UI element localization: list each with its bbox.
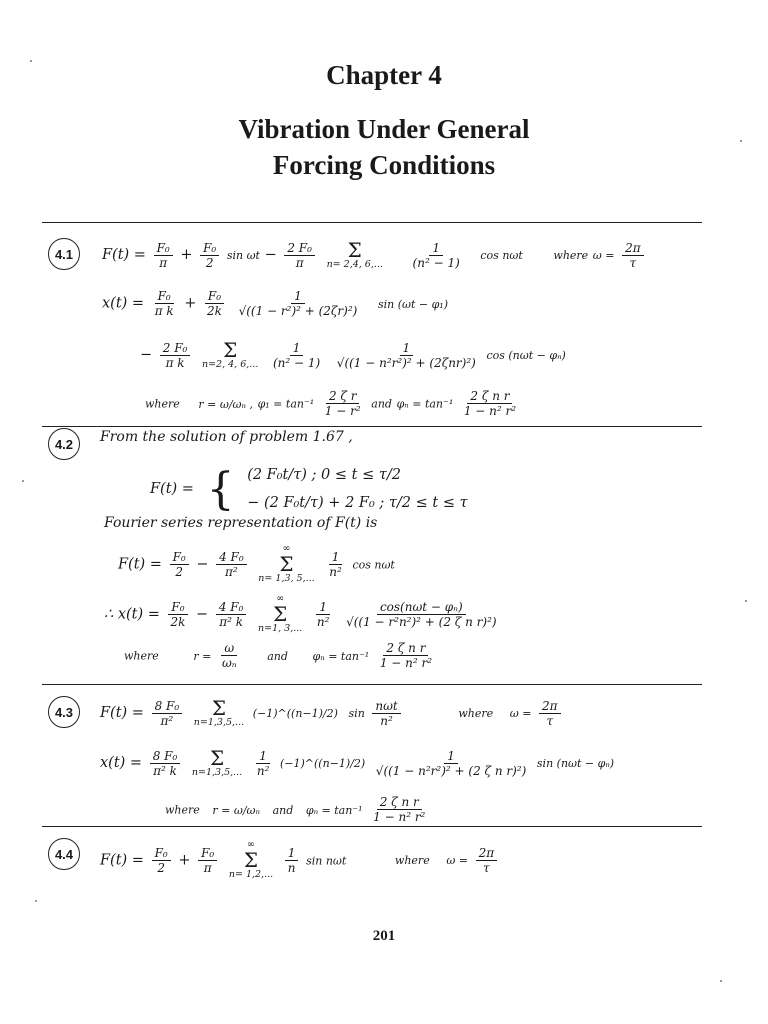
and-label: and xyxy=(267,649,288,663)
minus-sign: − xyxy=(196,606,209,623)
divider-top xyxy=(42,222,702,223)
and-label: and xyxy=(272,803,294,817)
fraction xyxy=(326,551,345,578)
denominator: √((1 − r²n²)² + (2 ζ n r)²) xyxy=(346,614,497,629)
lhs: F(t) = xyxy=(100,852,144,869)
sigma-glyph: Σ xyxy=(243,848,259,873)
equation-4-3-definitions xyxy=(165,796,431,823)
sigma-glyph: Σ xyxy=(223,338,238,362)
numerator: 1 xyxy=(285,847,299,861)
numerator: 1 xyxy=(400,342,414,356)
problem-number-badge: 4.1 xyxy=(48,238,80,270)
alternating-sign: (−1)^((n−1)/2) xyxy=(280,757,366,771)
cosine-term: cos nωt xyxy=(480,249,523,263)
summation-upper-limit: ∞ xyxy=(282,543,291,554)
numerator: 2 F₀ xyxy=(160,342,191,356)
scan-speck xyxy=(720,980,722,982)
sigma-glyph: Σ xyxy=(209,746,225,770)
numerator: 1 xyxy=(291,290,305,304)
fraction xyxy=(377,642,435,669)
fraction xyxy=(322,390,364,417)
fraction xyxy=(476,847,498,874)
numerator: 2 ζ n r xyxy=(377,796,422,810)
denominator: n² xyxy=(256,763,270,778)
chapter-heading: Chapter 4 xyxy=(326,60,442,90)
summation-symbol xyxy=(258,594,302,635)
fraction xyxy=(152,700,183,727)
case-2: − (2 F₀t/τ) + 2 F₀ ; τ/2 ≤ t ≤ τ xyxy=(247,494,468,511)
denominator: π k xyxy=(165,355,185,370)
numerator: nωt xyxy=(372,700,400,714)
numerator: 2 ζ n r xyxy=(467,390,512,404)
denominator: 2 xyxy=(157,860,165,875)
and-label: and xyxy=(371,397,392,411)
where-label: where xyxy=(165,803,200,817)
chapter-title-line-1: Vibration Under General xyxy=(238,114,530,144)
fraction xyxy=(370,796,428,823)
numerator: 4 F₀ xyxy=(216,551,247,565)
denominator: π² k xyxy=(219,614,243,629)
where-label: where xyxy=(145,397,180,411)
scan-speck xyxy=(740,140,742,142)
denominator: (n² − 1) xyxy=(272,355,321,370)
fraction xyxy=(160,342,191,369)
fraction xyxy=(343,601,500,628)
numerator: 2 ζ n r xyxy=(383,642,428,656)
equation-4-1-series xyxy=(140,340,566,370)
fraction xyxy=(285,847,299,874)
cosine-term: cos nωt xyxy=(352,558,395,572)
equation-4-3-response xyxy=(100,748,614,778)
denominator: π² xyxy=(225,564,238,579)
fraction xyxy=(410,242,463,269)
denominator: 2k xyxy=(207,304,222,318)
chapter-title-line-2: Forcing Conditions xyxy=(272,150,496,180)
numerator: 2π xyxy=(622,242,644,256)
lhs: F(t) = xyxy=(100,705,144,722)
summation-limits: n=1,3,5,... xyxy=(191,767,243,778)
numerator: 4 F₀ xyxy=(216,601,247,615)
scan-speck xyxy=(35,900,37,902)
scan-speck xyxy=(22,480,24,482)
divider-4-2 xyxy=(42,426,702,427)
equation-4-1-definitions xyxy=(145,390,522,417)
denominator: n² xyxy=(380,713,393,728)
sine-term: sin nωt xyxy=(306,854,347,868)
numerator: 8 F₀ xyxy=(152,700,183,714)
denominator: ωₙ xyxy=(221,656,237,670)
fraction xyxy=(373,750,530,777)
phase-angle-1: φ₁ = tan⁻¹ xyxy=(257,397,315,411)
fraction xyxy=(219,642,240,669)
problem-4-2-intro: From the solution of problem 1.67 , xyxy=(100,429,353,445)
scan-speck xyxy=(745,600,747,602)
frequency-ratio: r = ω/ωₙ xyxy=(212,803,260,817)
summation-limits: n= 1,2,... xyxy=(228,869,274,881)
left-brace-icon: { xyxy=(206,463,235,515)
alternating-sign: (−1)^((n−1)/2) xyxy=(252,707,338,721)
fraction xyxy=(200,242,219,269)
where-label: where xyxy=(124,649,159,663)
plus-sign: + xyxy=(178,852,191,869)
summation-upper-limit: ∞ xyxy=(276,593,285,604)
fraction xyxy=(461,390,519,417)
numerator: 1 xyxy=(256,750,270,764)
numerator: 8 F₀ xyxy=(150,750,181,764)
equation-4-2-definitions xyxy=(124,642,438,669)
lhs: ∴ x(t) = xyxy=(104,606,160,623)
equation-4-2-force-series xyxy=(118,544,395,585)
lhs: F(t) = xyxy=(150,481,194,498)
denominator: 1 − n² r² xyxy=(373,810,426,824)
sine-term: sin ωt xyxy=(226,249,260,263)
denominator: 2k xyxy=(170,614,186,629)
minus-sign: − xyxy=(264,247,277,264)
omega-label: ω = xyxy=(509,707,532,721)
problem-number-badge: 4.3 xyxy=(48,696,80,728)
denominator: τ xyxy=(629,255,637,270)
fraction xyxy=(372,700,400,727)
problem-number-badge: 4.4 xyxy=(48,838,80,870)
numerator: F₀ xyxy=(205,290,224,304)
omega-label: ω = xyxy=(592,249,615,263)
plus-sign: + xyxy=(180,247,193,264)
fraction xyxy=(270,342,323,369)
where-label: where xyxy=(394,854,430,868)
divider-4-3 xyxy=(42,684,702,685)
denominator: n xyxy=(287,860,296,875)
denominator: 2 xyxy=(175,564,183,579)
equation-4-3-force xyxy=(100,698,564,728)
fraction xyxy=(152,847,171,874)
sigma-glyph: Σ xyxy=(273,602,288,627)
problem-4-2-fourier-text: Fourier series representation of F(t) is xyxy=(104,515,378,531)
numerator: F₀ xyxy=(198,847,217,861)
sine-term: sin (nωt − φₙ) xyxy=(536,757,615,771)
summation-symbol xyxy=(258,544,314,585)
minus-sign: − xyxy=(196,556,209,573)
equation-4-2-piecewise xyxy=(150,462,468,517)
where-label: where xyxy=(458,707,494,721)
sigma-glyph: Σ xyxy=(347,238,362,262)
numerator: 1 xyxy=(444,750,458,764)
frequency-ratio: r = ω/ωₙ , xyxy=(198,397,253,411)
fraction xyxy=(204,290,225,317)
fraction xyxy=(154,242,173,269)
fraction xyxy=(150,750,181,777)
equation-4-2-response xyxy=(104,594,503,635)
fraction xyxy=(216,551,247,578)
denominator: τ xyxy=(483,860,490,875)
fraction xyxy=(334,342,479,369)
summation-symbol xyxy=(192,748,242,778)
fraction xyxy=(168,601,189,628)
numerator: 1 xyxy=(316,601,330,615)
summation-limits: n= 2,4, 6,... xyxy=(326,259,383,270)
fraction xyxy=(539,700,561,727)
numerator: F₀ xyxy=(200,242,219,256)
numerator: 1 xyxy=(290,342,304,356)
phase-angle-n: φₙ = tan⁻¹ xyxy=(305,803,363,817)
denominator: π xyxy=(159,255,168,270)
denominator: n² xyxy=(329,564,342,579)
equation-4-1-response xyxy=(102,290,448,317)
summation-symbol xyxy=(327,240,383,270)
denominator: τ xyxy=(546,713,554,728)
lhs: x(t) = xyxy=(102,295,145,312)
fraction xyxy=(170,551,189,578)
lhs: F(t) = xyxy=(102,247,146,264)
denominator: π xyxy=(295,255,304,270)
summation-limits: n=1,3,5,... xyxy=(193,717,245,728)
scan-speck xyxy=(30,60,32,62)
numerator: ω xyxy=(221,642,237,656)
omega-label: ω = xyxy=(446,854,468,868)
where-label: where xyxy=(553,249,589,263)
fraction xyxy=(254,750,273,777)
numerator: 2π xyxy=(476,847,498,861)
fraction xyxy=(314,601,333,628)
denominator: 1 − n² r² xyxy=(463,404,517,418)
summation-symbol xyxy=(202,340,258,370)
summation-symbol xyxy=(194,698,244,728)
lhs: x(t) = xyxy=(100,755,143,772)
denominator: π² xyxy=(160,713,174,728)
numerator: F₀ xyxy=(152,847,171,861)
denominator: π xyxy=(203,860,212,875)
frequency-ratio-label: r = xyxy=(193,649,212,663)
sine-term: sin (ωt − φ₁) xyxy=(377,297,448,311)
lhs: F(t) = xyxy=(118,556,162,573)
fraction xyxy=(622,242,644,269)
plus-sign: + xyxy=(184,295,197,312)
phase-angle-n: φₙ = tan⁻¹ xyxy=(312,649,370,663)
piecewise-cases xyxy=(247,462,467,517)
numerator: F₀ xyxy=(155,290,174,304)
summation-upper-limit: ∞ xyxy=(247,839,255,850)
numerator: F₀ xyxy=(170,551,189,565)
denominator: √((1 − r²)² + (2ζr)²) xyxy=(238,304,358,318)
fraction xyxy=(198,847,217,874)
denominator: π² k xyxy=(153,763,177,778)
numerator: 1 xyxy=(329,551,343,565)
denominator: √((1 − n²r²)² + (2 ζ n r)²) xyxy=(375,763,527,778)
summation-symbol xyxy=(229,840,273,881)
equation-4-4-force xyxy=(100,840,500,881)
numerator: F₀ xyxy=(154,242,173,256)
equation-4-1-force xyxy=(102,240,647,270)
fraction xyxy=(216,601,247,628)
numerator: 2 F₀ xyxy=(284,242,315,256)
summation-limits: n=2, 4, 6,... xyxy=(201,359,259,370)
sigma-glyph: Σ xyxy=(211,696,227,720)
sigma-glyph: Σ xyxy=(279,552,294,577)
numerator: 2 ζ r xyxy=(326,390,360,404)
fraction xyxy=(152,290,177,317)
denominator: π k xyxy=(154,304,174,318)
denominator: √((1 − n²r²)² + (2ζnr)²) xyxy=(336,355,476,370)
numerator: 1 xyxy=(429,242,443,256)
page-number: 201 xyxy=(372,928,396,944)
denominator: 1 − r² xyxy=(324,404,361,418)
minus-sign: − xyxy=(140,347,153,364)
numerator: 2π xyxy=(539,700,561,714)
summation-limits: n= 1,3, 5,... xyxy=(258,573,315,585)
fraction xyxy=(236,290,361,317)
summation-limits: n=1, 3,... xyxy=(258,623,303,635)
problem-number-badge: 4.2 xyxy=(48,428,80,460)
divider-4-4 xyxy=(42,826,702,827)
cosine-term: cos (nωt − φₙ) xyxy=(486,349,566,363)
denominator: 1 − n² r² xyxy=(379,656,433,670)
denominator: n² xyxy=(316,614,330,629)
fraction xyxy=(284,242,315,269)
numerator: F₀ xyxy=(168,601,187,615)
case-1: (2 F₀t/τ) ; 0 ≤ t ≤ τ/2 xyxy=(247,467,401,483)
numerator: cos(nωt − φₙ) xyxy=(377,601,466,615)
denominator: 2 xyxy=(205,255,214,270)
denominator: (n² − 1) xyxy=(412,255,460,270)
phase-angle-n: φₙ = tan⁻¹ xyxy=(396,397,454,411)
sine-label: sin xyxy=(348,707,365,721)
